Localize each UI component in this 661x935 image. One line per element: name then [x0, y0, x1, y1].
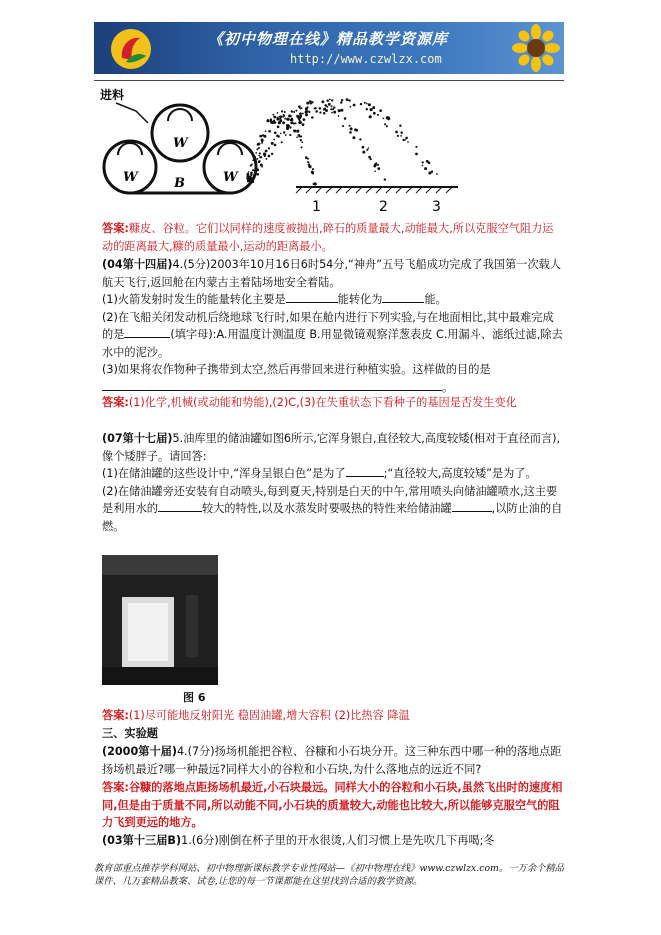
question-text: 1.(6分)刚倒在杯子里的开水很烫,人们习惯上是先吹几下再喝;冬 [181, 834, 495, 847]
particle-dot [386, 116, 389, 119]
particle-dot [254, 170, 256, 172]
particle-dot [329, 99, 331, 101]
roller-left [104, 141, 156, 193]
particle-dot [311, 101, 313, 103]
answer-blank[interactable] [158, 500, 202, 512]
particle-dot [300, 135, 302, 137]
particle-dot [256, 173, 259, 176]
particle-dot [341, 99, 343, 101]
answer-blank[interactable] [286, 291, 338, 303]
rotation-arrow-right [218, 143, 242, 155]
particle-dot [404, 139, 406, 141]
particle-dot [342, 125, 344, 127]
answer-blank[interactable] [346, 465, 384, 477]
particle-dot [355, 129, 358, 132]
particle-dot [273, 116, 276, 119]
answer-blank[interactable] [382, 291, 424, 303]
particle-dot [250, 174, 252, 176]
particle-dot [306, 102, 309, 105]
answer-label: 答案: [102, 222, 129, 235]
oil-tank-image [102, 555, 218, 685]
particle-dot [281, 110, 283, 112]
site-banner [94, 22, 564, 74]
oil-tank-photo [102, 555, 218, 685]
particle-dot [362, 146, 365, 149]
particle-dot [273, 120, 275, 122]
particle-dot [266, 119, 269, 122]
particle-dot [270, 120, 272, 122]
particle-dot [264, 155, 266, 157]
particle-dot [256, 148, 258, 150]
particle-dot [259, 152, 261, 154]
particle-dot [315, 110, 318, 113]
rotation-arrow-top [168, 109, 192, 121]
question-exp-4 [102, 743, 564, 778]
particle-dot [291, 111, 293, 113]
particle-dot [250, 176, 253, 179]
site-title: 《初中物理在线》精品教学资源库 [208, 30, 449, 48]
particle-dot [326, 106, 328, 108]
roller-label-right: W [223, 170, 238, 185]
particle-dot [373, 112, 376, 115]
particle-dot [428, 171, 431, 174]
question-part-3: (3)如果将农作物种子携带到太空,然后再带回来进行种植实验。这样做的目的是 [102, 363, 491, 376]
particle-dot [375, 162, 377, 164]
particle-dot [328, 103, 331, 106]
particle-dot [325, 109, 328, 112]
particle-dot [359, 138, 361, 140]
particle-dot [283, 131, 285, 133]
particle-dot [379, 109, 382, 112]
particle-dot [352, 136, 355, 139]
particle-dot [349, 131, 352, 134]
particle-dot [314, 108, 316, 110]
page-footer: 教育部重点推荐学科网站、初中物理新课标教学专业性网站—《初中物理在线》www.czwlzx.com。一万余个精品课件、几万套精品教案、试卷,让您的每一节课都能在这里找到合适的教学资源。 [94, 863, 564, 887]
particle-dot [257, 143, 259, 145]
particle-dot [330, 108, 332, 110]
particle-dot [282, 121, 285, 124]
particle-dot [281, 141, 283, 143]
particle-dot [265, 158, 267, 160]
roller-top [152, 105, 208, 161]
question-part-1-end: 。 [525, 467, 537, 480]
particle-dot [372, 106, 375, 109]
roller-right [204, 141, 256, 193]
particle-dot [248, 171, 250, 173]
particle-dot [362, 151, 365, 154]
answer-text: 糠皮、谷粒。它们以同样的速度被抛出,碎石的质量最大,动能最大,所以克服空气阻力运动的距离最大,糠的质量最小,运动的距离最小。 [102, 222, 554, 253]
particle-dot [296, 136, 298, 138]
particle-dot [350, 127, 353, 130]
answer-label: 答案: [102, 781, 129, 794]
particle-dot [353, 104, 356, 107]
landing-mark-3: 3 [432, 199, 441, 215]
exp4-answer [102, 779, 564, 832]
particle-dot [250, 165, 252, 167]
question-part-1: (1)在储油罐的这些设计中,“浑身呈银白色”是为了 [102, 467, 346, 480]
particle-dot [296, 115, 299, 118]
particle-dot [350, 106, 352, 108]
landing-mark-1: 1 [312, 199, 321, 215]
particle-dot [313, 183, 315, 185]
particle-dot [326, 99, 329, 102]
answer-blank[interactable] [124, 326, 170, 338]
answer-text: 谷糠的落地点距扬场机最近,小石块最远。同样大小的谷粒和小石块,虽然飞出时的速度相同,但是由于质量不同,所以动能不同,小石块的质量较大,动能也比较大,所以能够克服空气的阻力飞到更远的地方。 [102, 781, 563, 829]
particle-dot [290, 121, 293, 124]
particle-dot [384, 123, 386, 125]
particle-dot [258, 147, 260, 149]
prev-answer [102, 220, 564, 255]
particle-dot [280, 133, 282, 135]
question-intro: 4.(5分)2003年10月16日6时54分,“神舟”五号飞船成功完成了我国第一次载人航天飞行,返回舱在内蒙古主着陆场地安全着陆。 [102, 258, 562, 289]
particle-dot [268, 147, 270, 149]
answer-blank[interactable] [452, 500, 492, 512]
particle-dot [344, 117, 347, 120]
particle-dot [283, 114, 285, 116]
particle-dot [308, 111, 310, 113]
site-url[interactable]: http://www.czwlzx.com [290, 52, 442, 66]
particle-dot [422, 165, 424, 167]
q5-answer [102, 707, 564, 725]
particle-dot [364, 102, 366, 104]
particle-dot [247, 177, 249, 179]
particle-dot [284, 111, 286, 113]
particle-dot [252, 159, 254, 161]
question-tag: (2000第十届) [102, 745, 177, 758]
particle-dot [302, 123, 305, 126]
site-logo-icon [110, 28, 152, 70]
belt-label: B [174, 176, 185, 191]
answer-label: 答案: [102, 396, 129, 409]
particle-dot [370, 108, 373, 111]
question-part-1-mid: ;“直径较大,高度较矮”是为了 [383, 467, 526, 480]
answer-blank-long[interactable] [102, 379, 442, 391]
roller-label-top: W [173, 136, 188, 151]
particle-dot [247, 173, 250, 176]
particle-dot [368, 156, 371, 159]
particle-dot [299, 107, 301, 109]
particle-dot [289, 134, 291, 136]
question-part-2-end: ,以防止油的自燃。 [102, 502, 563, 533]
particle-dot [340, 109, 343, 112]
particle-dot [386, 125, 388, 127]
particle-dot [319, 111, 321, 113]
particle-dot [349, 125, 351, 127]
particle-dot [258, 155, 260, 157]
particle-dot [348, 99, 350, 101]
winnowing-machine-figure [96, 85, 466, 215]
particle-dot [285, 134, 287, 136]
particle-dot [377, 114, 379, 116]
particle-dot [415, 146, 417, 148]
particle-dot [261, 138, 264, 141]
particle-dot [261, 166, 263, 168]
particle-dot [397, 135, 399, 137]
question-part-2: (2)在飞船关闭发动机后绕地球飞行时,如果在舱内进行下列实验,与在地面相比,其中最难完成的是 [102, 310, 554, 341]
particle-dot [303, 118, 306, 121]
particle-dot [307, 106, 309, 108]
question-text: 4.(7分)扬场机能把谷粒、谷糠和小石块分开。这三种东西中哪一种的落地点距扬场机最近?哪一种最远?同样大小的谷粒和小石块,为什么落地点的远近不同? [102, 745, 562, 776]
particle-dot [415, 153, 418, 156]
particle-dot [366, 108, 368, 110]
particle-dot [360, 103, 362, 105]
particle-dot [260, 156, 262, 158]
particle-dot [312, 168, 314, 170]
particle-dot [286, 127, 289, 130]
question-part-1-mid: 能转化为 [337, 293, 383, 306]
particle-dot [331, 112, 333, 114]
particle-dot [268, 155, 271, 158]
particle-dot [256, 168, 259, 171]
scattered-particles [246, 98, 438, 185]
particle-dot [268, 130, 271, 133]
particle-dot [424, 167, 427, 170]
particle-dot [308, 165, 311, 168]
particle-dot [295, 110, 297, 112]
particle-dot [374, 170, 376, 172]
question-part-1: (1)火箭发射时发生的能量转化主要是 [102, 293, 286, 306]
particle-dot [384, 178, 386, 180]
particle-dot [305, 156, 308, 159]
particle-dot [291, 119, 294, 122]
particle-dot [436, 173, 438, 175]
answer-text: (1)尽可能地反射阳光 稳固油罐,增大容积 (2)比热容 降温 [128, 709, 410, 722]
particle-dot [338, 115, 340, 117]
particle-dot [331, 105, 333, 107]
particle-dot [428, 162, 431, 165]
particle-dot [265, 130, 267, 132]
particle-dot [333, 111, 336, 114]
particle-dot [289, 115, 292, 118]
particle-dot [405, 137, 408, 140]
particle-dot [377, 164, 379, 166]
inlet-arrow [116, 103, 148, 123]
particle-dot [309, 100, 312, 103]
inlet-label: 进料 [100, 88, 125, 102]
roller-label-left: W [123, 170, 138, 185]
question-4 [102, 256, 564, 396]
question-5 [102, 430, 564, 535]
question-tag: (04第十四届) [102, 258, 173, 271]
particle-dot [298, 134, 301, 137]
particle-dot [274, 144, 277, 147]
particle-dot [340, 101, 342, 103]
particle-dot [368, 147, 370, 149]
particle-dot [301, 141, 303, 143]
answer-text: (1)化学,机械(或动能和势能),(2)C,(3)在失重状态下看种子的基因是否发生变化 [128, 396, 517, 409]
question-part-3-end: 。 [442, 380, 454, 394]
question-part-2-options: (填字母):A.用温度计测温度 B.用显微镜观察洋葱表皮 C.用漏斗、滤纸过滤,除去水中的泥沙。 [102, 328, 563, 359]
particle-dot [271, 142, 274, 145]
particle-dot [321, 100, 324, 103]
figure-caption: 图 6 [183, 691, 206, 704]
question-exp-1 [102, 832, 564, 850]
particle-dot [299, 116, 302, 119]
particle-dot [332, 108, 334, 110]
particle-dot [308, 161, 310, 163]
particle-dot [256, 158, 258, 160]
particle-dot [383, 118, 385, 120]
particle-dot [399, 125, 401, 127]
particle-dot [366, 149, 368, 151]
particle-dot [422, 161, 424, 163]
particle-dot [265, 150, 268, 153]
particle-dot [395, 131, 398, 134]
question-part-2-mid: 较大的特性,以及水蒸发时要吸热的特性来给储油罐 [201, 502, 452, 515]
particle-dot [338, 109, 341, 112]
particle-dot [368, 103, 371, 106]
particle-dot [255, 152, 257, 154]
particle-dot [277, 112, 279, 114]
particle-dot [251, 180, 254, 183]
particle-dot [369, 115, 372, 118]
sunflower-icon [512, 24, 560, 72]
particle-dot [302, 113, 304, 115]
landing-mark-2: 2 [379, 199, 388, 215]
answer-label: 答案: [102, 709, 129, 722]
question-part-2: (2)在储油罐旁还安装有自动喷头,每到夏天,特别是白天的中午,常用喷头向储油罐喷水,这主要是利用水的 [102, 484, 558, 515]
particle-dot [259, 135, 262, 138]
particle-dot [276, 118, 279, 121]
particle-dot [274, 131, 277, 134]
particle-dot [258, 160, 261, 163]
question-tag: (07第十七届) [102, 432, 173, 445]
particle-dot [271, 153, 273, 155]
particle-dot [300, 139, 302, 141]
particle-dot [305, 113, 308, 116]
rotation-arrow-left [118, 143, 142, 155]
header-rule [94, 80, 564, 81]
particle-dot [296, 130, 299, 133]
particle-dot [282, 116, 284, 118]
particle-dot [273, 139, 275, 141]
particle-dot [286, 118, 289, 121]
particle-dot [253, 156, 256, 159]
particle-dot [346, 98, 349, 101]
particle-dot [311, 171, 314, 174]
particle-dot [293, 130, 296, 133]
particle-dot [293, 111, 295, 113]
particle-dot [277, 135, 279, 137]
question-tag: (03第十三届B) [102, 834, 182, 847]
particle-dot [279, 116, 281, 118]
particle-dot [377, 167, 380, 170]
particle-dot [298, 122, 300, 124]
particle-dot [277, 125, 280, 128]
section-heading: 三、实验题 [102, 727, 158, 740]
particle-dot [293, 123, 295, 125]
particle-dot [400, 131, 403, 134]
q4-answer [102, 394, 564, 412]
particle-dot [305, 111, 308, 114]
particle-dot [300, 146, 302, 148]
question-intro: 5.油库里的储油罐如图6所示,它浑身银白,直径较大,高度较矮(相对于直径而言),像个矮胖子。请回答: [102, 432, 561, 463]
particle-dot [331, 99, 333, 101]
particle-dot [263, 135, 266, 138]
particle-dot [299, 112, 302, 115]
particle-dot [407, 141, 409, 143]
particle-dot [366, 103, 368, 105]
question-part-1-end: 能。 [424, 293, 447, 306]
particle-dot [284, 118, 286, 120]
particle-dot [323, 112, 326, 115]
particle-dot [400, 135, 402, 137]
particle-dot [272, 114, 274, 116]
particle-dot [278, 121, 281, 124]
particle-dot [319, 107, 322, 110]
particle-dot [289, 126, 291, 128]
particle-dot [311, 116, 314, 119]
